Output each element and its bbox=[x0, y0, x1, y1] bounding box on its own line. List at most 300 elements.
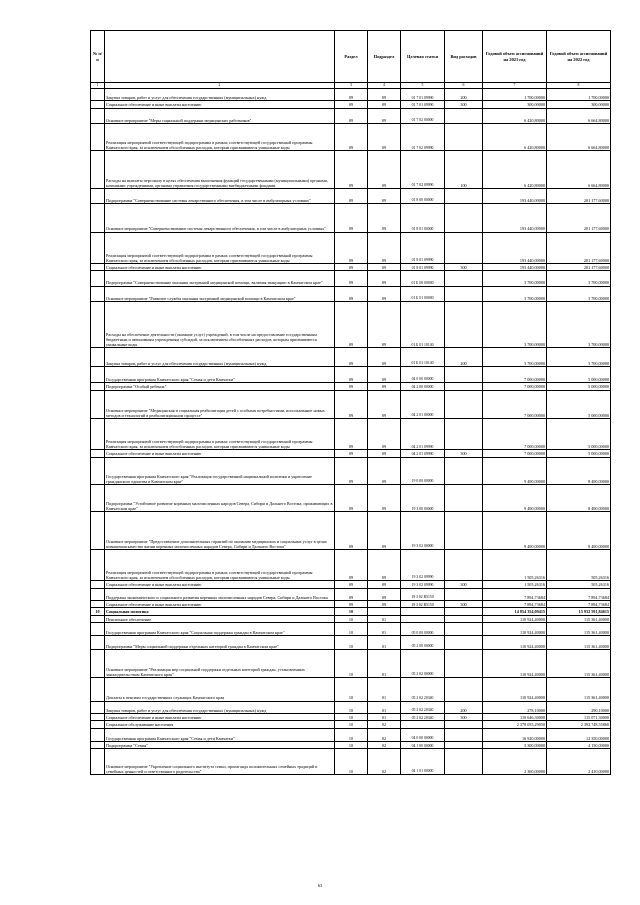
row-podrazdel: 09 bbox=[368, 286, 401, 301]
row-expense-type bbox=[445, 649, 483, 677]
header-expense-type: Вид расходов bbox=[445, 31, 483, 83]
row-num bbox=[91, 728, 105, 741]
row-razdel: 09 bbox=[335, 286, 368, 301]
row-podrazdel: 09 bbox=[368, 418, 401, 449]
row-podrazdel: 09 bbox=[368, 204, 401, 232]
row-sum-2022: 12 350,00000 bbox=[547, 728, 611, 741]
row-expense-type bbox=[445, 418, 483, 449]
row-sum-2022: 1 700,00000 bbox=[547, 88, 611, 100]
row-sum-2021: 110 924,40000 bbox=[483, 649, 547, 677]
row-sum-2022: 8 400,00000 bbox=[547, 457, 611, 484]
row-sum-2021: 16 920,00000 bbox=[483, 728, 547, 741]
row-sum-2021: 14 854 354,09415 bbox=[483, 608, 547, 615]
row-sum-2022: 8 400,00000 bbox=[547, 512, 611, 549]
page-number: 63 bbox=[317, 883, 323, 888]
row-podrazdel: 09 bbox=[368, 101, 401, 108]
column-number: 1 bbox=[91, 83, 105, 89]
row-expense-type bbox=[445, 512, 483, 549]
row-sum-2021: 6 420,80000 bbox=[483, 108, 547, 123]
table-row bbox=[91, 88, 611, 100]
row-name: Подпрограмма "Совершенствование системы лекарственного обеспечения, в том числе в амбулаторных условиях" bbox=[105, 188, 335, 203]
row-expense-type bbox=[445, 636, 483, 649]
row-razdel: 09 bbox=[335, 204, 368, 232]
row-podrazdel: 02 bbox=[368, 742, 401, 749]
row-num bbox=[91, 286, 105, 301]
table-row bbox=[91, 151, 611, 188]
row-expense-type: 300 bbox=[445, 101, 483, 108]
row-podrazdel: 09 bbox=[368, 232, 401, 263]
column-number: 4 bbox=[368, 83, 401, 89]
row-sum-2022: 115 361,40000 bbox=[547, 636, 611, 649]
row-target-article bbox=[401, 615, 445, 622]
row-num bbox=[91, 204, 105, 232]
table-row bbox=[91, 701, 611, 713]
row-num bbox=[91, 124, 105, 151]
header-sum-2021: Годовой объем ассигнований на 2021 год bbox=[483, 31, 547, 83]
row-sum-2022: 2 392 748,55860 bbox=[547, 721, 611, 728]
row-razdel: 09 bbox=[335, 588, 368, 600]
row-razdel: 10 bbox=[335, 678, 368, 701]
row-podrazdel: 09 bbox=[368, 188, 401, 203]
row-razdel: 09 bbox=[335, 271, 368, 286]
row-sum-2022: 115 361,40000 bbox=[547, 678, 611, 701]
row-sum-2021: 9 400,00000 bbox=[483, 485, 547, 512]
row-target-article: 01 8 01 09990 bbox=[401, 263, 445, 270]
row-sum-2021: 110 646,30000 bbox=[483, 713, 547, 720]
row-target-article: 05 0 00 00000 bbox=[401, 623, 445, 636]
row-razdel: 10 bbox=[335, 623, 368, 636]
table-row bbox=[91, 418, 611, 449]
table-row bbox=[91, 713, 611, 720]
row-target-article: 19 0 00 00000 bbox=[401, 457, 445, 484]
table-row bbox=[91, 608, 611, 615]
row-podrazdel: 09 bbox=[368, 124, 401, 151]
row-sum-2021: 193 440,00000 bbox=[483, 263, 547, 270]
row-expense-type bbox=[445, 204, 483, 232]
row-sum-2022: 505,26316 bbox=[547, 549, 611, 580]
row-name: Реализация мероприятий соответствующей подпрограммы в рамках соответствующей государственной программы Камчатского края, за исключением обособленных расходов, которым присваиваются уникальные коды bbox=[105, 549, 335, 580]
row-podrazdel: 09 bbox=[368, 588, 401, 600]
row-podrazdel: 09 bbox=[368, 549, 401, 580]
table-row bbox=[91, 101, 611, 108]
table-row bbox=[91, 204, 611, 232]
column-number: 2 bbox=[105, 83, 335, 89]
row-num bbox=[91, 366, 105, 382]
row-num bbox=[91, 485, 105, 512]
row-razdel: 09 bbox=[335, 302, 368, 348]
row-sum-2021: 110 924,40000 bbox=[483, 623, 547, 636]
row-podrazdel: 01 bbox=[368, 649, 401, 677]
row-podrazdel: 02 bbox=[368, 721, 401, 728]
row-podrazdel: 02 bbox=[368, 749, 401, 774]
row-num bbox=[91, 512, 105, 549]
row-razdel: 09 bbox=[335, 108, 368, 123]
row-expense-type bbox=[445, 485, 483, 512]
table-row bbox=[91, 678, 611, 701]
row-target-article: 05 2 00 00000 bbox=[401, 636, 445, 649]
row-target-article: 19 3 02 09990 bbox=[401, 549, 445, 580]
row-num bbox=[91, 348, 105, 366]
row-sum-2022: 7 894,73684 bbox=[547, 600, 611, 607]
row-razdel: 09 bbox=[335, 88, 368, 100]
row-razdel: 09 bbox=[335, 418, 368, 449]
row-expense-type bbox=[445, 749, 483, 774]
row-expense-type bbox=[445, 623, 483, 636]
row-name: Основное мероприятие "Меры социальной поддержки медицинских работников" bbox=[105, 108, 335, 123]
row-sum-2021: 7 000,00000 bbox=[483, 366, 547, 382]
row-sum-2021: 6 420,80000 bbox=[483, 151, 547, 188]
row-name: Государственная программа Камчатского края "Социальная поддержка граждан в Камчатском крае" bbox=[105, 623, 335, 636]
row-num bbox=[91, 101, 105, 108]
header-razdel: Раздел bbox=[335, 31, 368, 83]
table-row bbox=[91, 721, 611, 728]
row-target-article bbox=[401, 721, 445, 728]
row-name: Подпрограмма "Устойчивое развитие коренных малочисленных народов Севера, Сибири и Дальнего Востока, проживающих в Камчатском крае" bbox=[105, 485, 335, 512]
row-razdel: 09 bbox=[335, 600, 368, 607]
row-expense-type: 100 bbox=[445, 151, 483, 188]
table-row bbox=[91, 286, 611, 301]
table-row bbox=[91, 588, 611, 600]
row-sum-2022: 15 932 591,84615 bbox=[547, 608, 611, 615]
row-name: Подпрограмма "Семья" bbox=[105, 742, 335, 749]
row-num bbox=[91, 701, 105, 713]
row-sum-2021: 5 300,00000 bbox=[483, 742, 547, 749]
row-podrazdel: 09 bbox=[368, 366, 401, 382]
row-expense-type: 300 bbox=[445, 581, 483, 588]
row-sum-2022: 6 664,80000 bbox=[547, 151, 611, 188]
row-target-article: 04 2 01 00000 bbox=[401, 390, 445, 418]
row-target-article: 01 Б 01 10140 bbox=[401, 348, 445, 366]
row-name: Поддержка экономического и социального развития коренных малочисленных народов Севера, Сибири и Дальнего Востока bbox=[105, 588, 335, 600]
row-target-article: 04 2 01 09990 bbox=[401, 450, 445, 457]
row-name: Социальная политика bbox=[105, 608, 335, 615]
column-number: 6 bbox=[445, 83, 483, 89]
row-razdel: 10 bbox=[335, 649, 368, 677]
row-sum-2022: 3 700,00000 bbox=[547, 271, 611, 286]
row-podrazdel: 01 bbox=[368, 713, 401, 720]
row-num bbox=[91, 383, 105, 390]
row-razdel: 09 bbox=[335, 450, 368, 457]
row-podrazdel: 02 bbox=[368, 728, 401, 741]
row-sum-2021: 1 505,26316 bbox=[483, 549, 547, 580]
table-row bbox=[91, 450, 611, 457]
row-sum-2022: 5 000,00000 bbox=[547, 390, 611, 418]
row-sum-2022: 6 664,80000 bbox=[547, 124, 611, 151]
row-name: Государственная программа Камчатского края "Реализация государственной национальной политики и укрепление гражданского единства в Камчатском крае" bbox=[105, 457, 335, 484]
row-sum-2022: 115 361,40000 bbox=[547, 615, 611, 622]
row-sum-2022: 2 410,00000 bbox=[547, 749, 611, 774]
row-sum-2022: 201 177,60000 bbox=[547, 232, 611, 263]
row-sum-2021: 300,00000 bbox=[483, 101, 547, 108]
row-sum-2021: 2 360,00000 bbox=[483, 749, 547, 774]
row-sum-2022: 115 361,40000 bbox=[547, 649, 611, 677]
row-expense-type: 300 bbox=[445, 600, 483, 607]
row-name: Основное мероприятие "Реализация мер социальной поддержки отдельных категорий граждан, установленных законодательством Камчатского края" bbox=[105, 649, 335, 677]
row-name: Подпрограмма "Меры социальной поддержки отдельных категорий граждан в Камчатском крае" bbox=[105, 636, 335, 649]
row-name: Социальное обеспечение и иные выплаты населению bbox=[105, 713, 335, 720]
row-name: Подпрограмма "Особый ребенок" bbox=[105, 383, 335, 390]
row-razdel: 10 bbox=[335, 608, 368, 615]
table-row bbox=[91, 348, 611, 366]
row-num bbox=[91, 457, 105, 484]
row-name: Социальное обеспечение и иные выплаты населению bbox=[105, 581, 335, 588]
column-number: 5 bbox=[401, 83, 445, 89]
row-target-article: 19 3 02 R5150 bbox=[401, 588, 445, 600]
row-target-article: 01 7 01 09990 bbox=[401, 88, 445, 100]
row-sum-2022: 115 361,40000 bbox=[547, 623, 611, 636]
row-sum-2022: 505,26316 bbox=[547, 581, 611, 588]
row-sum-2021: 110 924,40000 bbox=[483, 636, 547, 649]
row-num bbox=[91, 271, 105, 286]
row-num bbox=[91, 721, 105, 728]
table-row bbox=[91, 232, 611, 263]
row-expense-type: 200 bbox=[445, 348, 483, 366]
row-podrazdel: 01 bbox=[368, 678, 401, 701]
table-row bbox=[91, 749, 611, 774]
row-name: Основное мероприятие "Предоставление дополнительных гарантий по оказанию медицинских и социальных услуг в целях повышения качества жизни коренных малочисленных народов Севера, Сибири и Дальнего Востока" bbox=[105, 512, 335, 549]
row-sum-2021: 3 700,00000 bbox=[483, 286, 547, 301]
row-razdel: 09 bbox=[335, 188, 368, 203]
row-sum-2021: 193 440,00000 bbox=[483, 204, 547, 232]
row-sum-2022: 4 150,00000 bbox=[547, 742, 611, 749]
row-podrazdel: 09 bbox=[368, 450, 401, 457]
row-podrazdel: 09 bbox=[368, 88, 401, 100]
row-target-article: 05 2 02 20340 bbox=[401, 701, 445, 713]
row-razdel: 09 bbox=[335, 512, 368, 549]
row-target-article: 01 7 02 09990 bbox=[401, 124, 445, 151]
row-name: Расходы на выплаты персоналу в целях обеспечения выполнения функций государственными (муниципальными) органами, казенными учреждениями, органами управления государственными внебюджетными фондами bbox=[105, 151, 335, 188]
row-sum-2022: 5 000,00000 bbox=[547, 383, 611, 390]
row-target-article: 04 1 01 00000 bbox=[401, 749, 445, 774]
row-sum-2021: 6 420,80000 bbox=[483, 124, 547, 151]
row-target-article: 19 3 02 00000 bbox=[401, 512, 445, 549]
row-expense-type bbox=[445, 678, 483, 701]
row-sum-2021: 193 440,00000 bbox=[483, 188, 547, 203]
row-num bbox=[91, 232, 105, 263]
row-sum-2021: 7 000,00000 bbox=[483, 390, 547, 418]
column-number: 7 bbox=[483, 83, 547, 89]
column-number: 8 bbox=[547, 83, 611, 89]
row-num bbox=[91, 588, 105, 600]
row-sum-2022: 6 664,80000 bbox=[547, 108, 611, 123]
row-sum-2022: 3 700,00000 bbox=[547, 286, 611, 301]
row-name: Пенсионное обеспечение bbox=[105, 615, 335, 622]
row-target-article: 01 8 01 00000 bbox=[401, 204, 445, 232]
row-sum-2022: 201 177,60000 bbox=[547, 204, 611, 232]
table-row bbox=[91, 581, 611, 588]
table-row bbox=[91, 188, 611, 203]
row-num bbox=[91, 263, 105, 270]
table-row bbox=[91, 383, 611, 390]
row-razdel: 10 bbox=[335, 749, 368, 774]
row-sum-2021: 1 700,00000 bbox=[483, 88, 547, 100]
row-razdel: 10 bbox=[335, 701, 368, 713]
row-sum-2021: 7 894,73684 bbox=[483, 600, 547, 607]
row-expense-type bbox=[445, 615, 483, 622]
row-sum-2022: 115 071,30000 bbox=[547, 713, 611, 720]
row-razdel: 09 bbox=[335, 232, 368, 263]
table-row bbox=[91, 623, 611, 636]
row-name: Основное мероприятие "Совершенствование системы лекарственного обеспечения, в том числе в амбулаторных условиях" bbox=[105, 204, 335, 232]
row-expense-type: 300 bbox=[445, 450, 483, 457]
row-num bbox=[91, 636, 105, 649]
row-num bbox=[91, 713, 105, 720]
row-razdel: 09 bbox=[335, 101, 368, 108]
table-row bbox=[91, 108, 611, 123]
table-row bbox=[91, 649, 611, 677]
row-razdel: 09 bbox=[335, 581, 368, 588]
row-target-article: 05 2 02 20340 bbox=[401, 713, 445, 720]
row-name: Закупка товаров, работ и услуг для обеспечения государственных (муниципальных) нужд bbox=[105, 701, 335, 713]
row-expense-type bbox=[445, 608, 483, 615]
row-expense-type bbox=[445, 588, 483, 600]
row-expense-type bbox=[445, 124, 483, 151]
row-sum-2022: 3 700,00000 bbox=[547, 348, 611, 366]
row-num bbox=[91, 678, 105, 701]
row-target-article: 01 8 01 09990 bbox=[401, 232, 445, 263]
table-row bbox=[91, 485, 611, 512]
row-name: Реализация мероприятий соответствующей подпрограммы в рамках соответствующей государственной программы Камчатского края, за исключением обособленных расходов, которым присваиваются уникальные коды bbox=[105, 418, 335, 449]
row-sum-2022: 8 400,00000 bbox=[547, 485, 611, 512]
row-num bbox=[91, 302, 105, 348]
row-name: Социальное обеспечение и иные выплаты населению bbox=[105, 101, 335, 108]
row-razdel: 10 bbox=[335, 615, 368, 622]
row-razdel: 10 bbox=[335, 728, 368, 741]
row-name: Государственная программа Камчатского края "Семья и дети Камчатки" bbox=[105, 366, 335, 382]
row-expense-type: 200 bbox=[445, 88, 483, 100]
budget-table bbox=[90, 30, 611, 775]
row-razdel: 09 bbox=[335, 390, 368, 418]
row-expense-type bbox=[445, 549, 483, 580]
table-header-row bbox=[91, 31, 611, 83]
row-target-article: 01 8 00 00000 bbox=[401, 188, 445, 203]
row-sum-2021: 110 924,40000 bbox=[483, 678, 547, 701]
row-name: Социальное обслуживание населения bbox=[105, 721, 335, 728]
row-target-article: 04 0 00 00000 bbox=[401, 366, 445, 382]
row-expense-type bbox=[445, 390, 483, 418]
table-row bbox=[91, 390, 611, 418]
row-razdel: 09 bbox=[335, 549, 368, 580]
row-sum-2021: 7 000,00000 bbox=[483, 383, 547, 390]
row-expense-type bbox=[445, 721, 483, 728]
row-razdel: 10 bbox=[335, 713, 368, 720]
row-name: Реализация мероприятий соответствующей подпрограммы в рамках соответствующей государственной программы Камчатского края, за исключением обособленных расходов, которым присваиваются уникальные коды bbox=[105, 232, 335, 263]
header-name bbox=[105, 31, 335, 83]
row-target-article: 01 7 02 09990 bbox=[401, 151, 445, 188]
table-row bbox=[91, 615, 611, 622]
row-target-article: 01 Б 01 10140 bbox=[401, 302, 445, 348]
row-sum-2021: 110 924,40000 bbox=[483, 615, 547, 622]
row-sum-2021: 7 000,00000 bbox=[483, 450, 547, 457]
row-name: Социальное обеспечение и иные выплаты населению bbox=[105, 263, 335, 270]
row-target-article: 01 Б 00 00000 bbox=[401, 271, 445, 286]
row-podrazdel: 09 bbox=[368, 485, 401, 512]
row-num bbox=[91, 418, 105, 449]
row-sum-2022: 290,10000 bbox=[547, 701, 611, 713]
row-target-article: 04 0 00 00000 bbox=[401, 728, 445, 741]
row-expense-type bbox=[445, 286, 483, 301]
row-podrazdel: 09 bbox=[368, 512, 401, 549]
row-num bbox=[91, 623, 105, 636]
table-row bbox=[91, 302, 611, 348]
row-sum-2022: 7 894,73684 bbox=[547, 588, 611, 600]
table-row bbox=[91, 636, 611, 649]
row-sum-2021: 3 700,00000 bbox=[483, 302, 547, 348]
row-expense-type bbox=[445, 302, 483, 348]
row-expense-type bbox=[445, 383, 483, 390]
row-sum-2022: 3 700,00000 bbox=[547, 302, 611, 348]
row-razdel: 10 bbox=[335, 636, 368, 649]
row-sum-2021: 2 378 055,29050 bbox=[483, 721, 547, 728]
row-num bbox=[91, 615, 105, 622]
row-num bbox=[91, 649, 105, 677]
row-sum-2021: 3 700,00000 bbox=[483, 271, 547, 286]
row-expense-type bbox=[445, 188, 483, 203]
row-num: 10 bbox=[91, 608, 105, 615]
row-podrazdel: 09 bbox=[368, 302, 401, 348]
row-podrazdel: 09 bbox=[368, 383, 401, 390]
row-num bbox=[91, 188, 105, 203]
row-num bbox=[91, 581, 105, 588]
table-row bbox=[91, 549, 611, 580]
row-target-article: 19 3 02 09990 bbox=[401, 581, 445, 588]
row-sum-2022: 300,00000 bbox=[547, 101, 611, 108]
row-expense-type bbox=[445, 742, 483, 749]
table-row bbox=[91, 600, 611, 607]
row-razdel: 09 bbox=[335, 457, 368, 484]
row-razdel: 09 bbox=[335, 348, 368, 366]
row-podrazdel: 01 bbox=[368, 636, 401, 649]
header-sum-2022: Годовой объем ассигнований на 2022 год bbox=[547, 31, 611, 83]
row-name: Подпрограмма "Совершенствование оказания экстренной медицинской помощи, включая эвакуацию в Камчатском крае" bbox=[105, 271, 335, 286]
row-name: Социальное обеспечение и иные выплаты населению bbox=[105, 450, 335, 457]
row-target-article: 19 3 00 00000 bbox=[401, 485, 445, 512]
row-num bbox=[91, 151, 105, 188]
table-row bbox=[91, 512, 611, 549]
row-name: Реализация мероприятий соответствующей подпрограммы в рамках соответствующей государственной программы Камчатского края, за исключением обособленных расходов, которым присваиваются уникальные коды bbox=[105, 124, 335, 151]
budget-table-sheet bbox=[90, 30, 610, 775]
row-target-article: 04 2 00 00000 bbox=[401, 383, 445, 390]
table-row bbox=[91, 124, 611, 151]
row-podrazdel: 01 bbox=[368, 701, 401, 713]
row-name: Основное мероприятие "Укрепление социального института семьи, пропаганда положительных семейных традиций и семейных ценностей и ответственного родительства" bbox=[105, 749, 335, 774]
row-sum-2021: 278,10000 bbox=[483, 701, 547, 713]
table-row bbox=[91, 457, 611, 484]
row-razdel: 09 bbox=[335, 485, 368, 512]
row-sum-2021: 7 894,73684 bbox=[483, 588, 547, 600]
row-sum-2021: 193 440,00000 bbox=[483, 232, 547, 263]
row-target-article: 01 7 02 00000 bbox=[401, 108, 445, 123]
row-num bbox=[91, 390, 105, 418]
row-expense-type bbox=[445, 728, 483, 741]
row-razdel: 09 bbox=[335, 151, 368, 188]
column-number: 3 bbox=[335, 83, 368, 89]
row-name: Закупка товаров, работ и услуг для обеспечения государственных (муниципальных) нужд bbox=[105, 88, 335, 100]
row-expense-type bbox=[445, 457, 483, 484]
row-target-article: 05 2 02 20340 bbox=[401, 678, 445, 701]
row-name: Социальное обеспечение и иные выплаты населению bbox=[105, 600, 335, 607]
row-expense-type: 200 bbox=[445, 701, 483, 713]
row-target-article: 01 7 01 09990 bbox=[401, 101, 445, 108]
row-razdel: 09 bbox=[335, 263, 368, 270]
row-expense-type bbox=[445, 366, 483, 382]
row-name: Государственная программа Камчатского края "Семья и дети Камчатки" bbox=[105, 728, 335, 741]
row-sum-2021: 7 000,00000 bbox=[483, 418, 547, 449]
row-podrazdel: 01 bbox=[368, 623, 401, 636]
row-expense-type bbox=[445, 271, 483, 286]
row-podrazdel: 09 bbox=[368, 581, 401, 588]
row-target-article bbox=[401, 608, 445, 615]
